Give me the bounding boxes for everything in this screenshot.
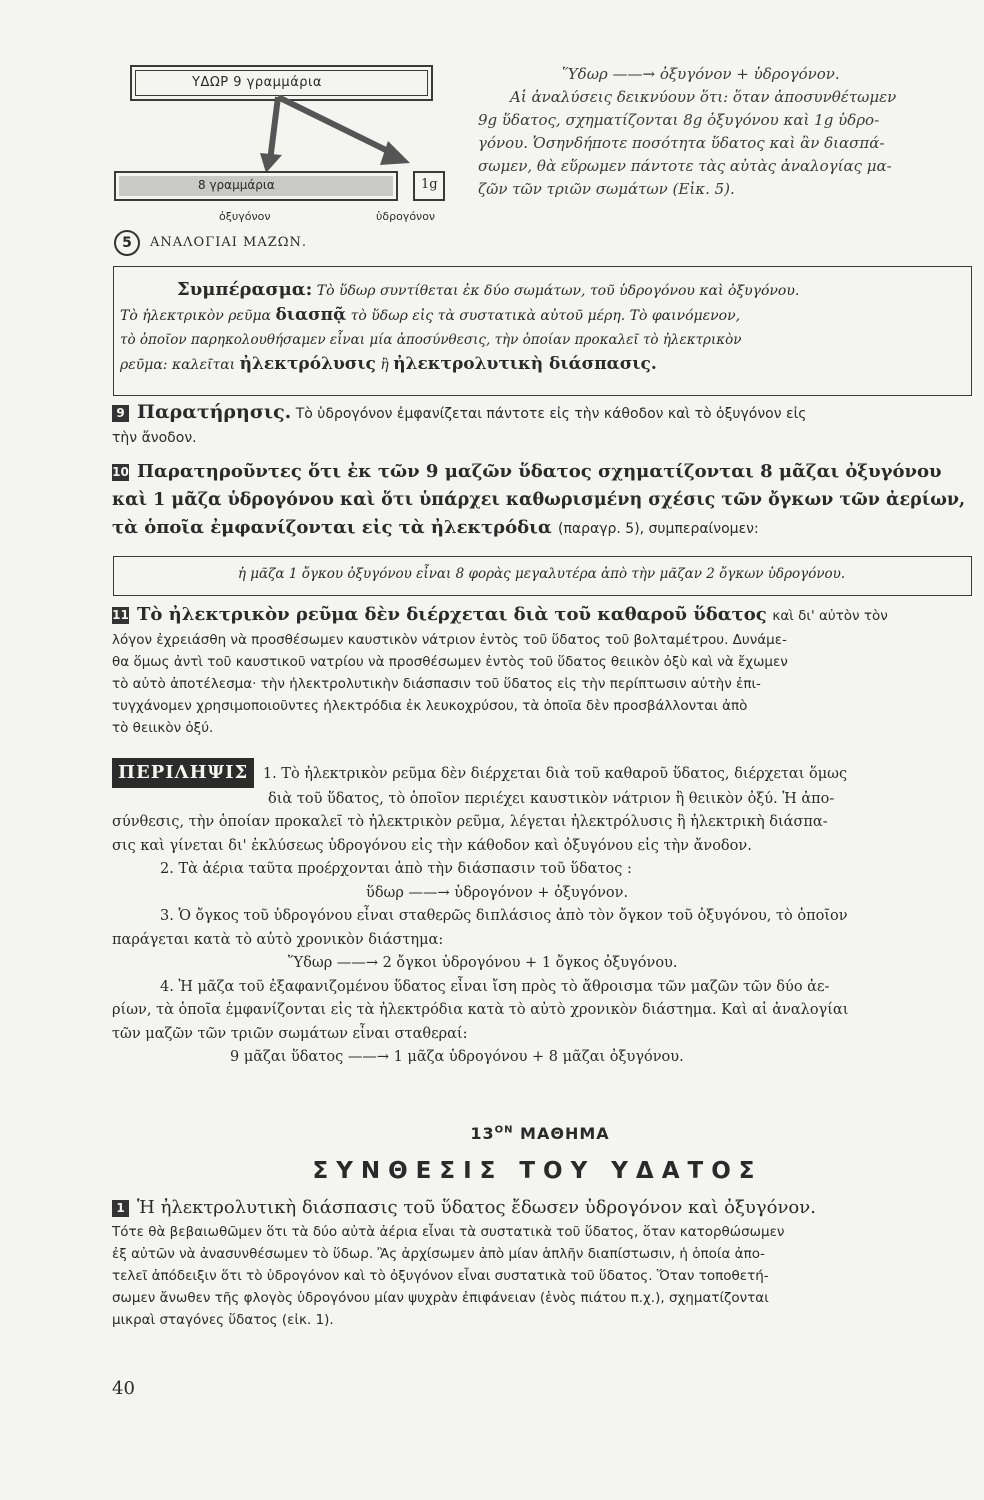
section-line: τελεῖ ἀπόδειξιν ὅτι τὸ ὑδρογόνον καὶ τὸ ὀξυγόνον εἶναι συστατικὰ τοῦ ὕδατος. Ὅταν τοποθετή-	[112, 1268, 769, 1284]
section-line: τυγχάνομεν χρησιμοποιοῦντες ἠλεκτρόδια ἐκ λευκοχρύσου, τὰ ὁποῖα δὲν προσβάλλονται ἀπὸ	[112, 698, 748, 714]
page-number: 40	[112, 1378, 135, 1399]
conclusion-emph: ἠλεκτρολυτικὴ διάσπασις.	[393, 354, 657, 374]
conclusion-line: Τὸ ὕδωρ συντίθεται ἐκ δύο σωμάτων, τοῦ ὑδρογόνου καὶ ὀξυγόνου.	[316, 283, 800, 299]
summary-line: 2. Τὰ ἀέρια ταῦτα προέρχονται ἀπὸ τὴν διάσπασιν τοῦ ὕδατος :	[160, 861, 632, 877]
section-text: καὶ δι' αὐτὸν τὸν	[772, 608, 888, 624]
conclusion-emph: διασπᾷ	[275, 305, 347, 325]
summary	[112, 758, 972, 1070]
text-line: γόνου. Ὁσηνδήποτε ποσότητα ὕδατος καὶ ἂν διασπά-	[478, 134, 885, 152]
section-number: 11	[112, 608, 129, 622]
summary-line: ρίων, τὰ ὁποῖα ἐμφανίζονται εἰς τὰ ἠλεκτρόδια κατὰ τὸ αὐτὸ χρονικὸν διάστημα. Καὶ αἱ ἀναλογίαι	[112, 1002, 849, 1018]
section-number: 10	[112, 465, 129, 479]
summary-line: 1. Τὸ ἠλεκτρικὸν ρεῦμα δὲν διέρχεται διὰ τοῦ καθαροῦ ὕδατος, διέρχεται ὅμως	[262, 766, 848, 782]
section-1	[112, 1195, 972, 1331]
section-heading: Ἡ ἠλεκτρολυτικὴ διάσπασις τοῦ ὕδατος ἔδωσεν ὑδρογόνον καὶ ὀξυγόνον.	[137, 1197, 816, 1218]
text-line: ζῶν τῶν τριῶν σωμάτων (Εἰκ. 5).	[478, 180, 735, 198]
lesson-number-sup: ΟΝ	[494, 1124, 514, 1136]
summary-equation: Ὕδωρ ——→ 2 ὄγκοι ὑδρογόνου + 1 ὄγκος ὀξυγόνου.	[288, 955, 678, 971]
conclusion-text	[120, 278, 966, 377]
figure-caption: ΑΝΑΛΟΓΙΑΙ ΜΑΖΩΝ.	[150, 235, 308, 250]
lesson-title: ΣΥΝΘΕΣΙΣ ΤΟΥ ΥΔΑΤΟΣ	[312, 1158, 763, 1184]
hydrogen-box	[413, 171, 445, 201]
section-11	[112, 602, 972, 739]
section-text: τὴν ἄνοδον.	[112, 430, 197, 446]
conclusion-line: τὸ ὁποῖον παρηκολουθήσαμεν εἶναι μία ἀποσύνθεσις, τὴν ὁποίαν προκαλεῖ τὸ ἠλεκτρικὸν	[120, 332, 742, 348]
reaction-line: Ὕδωρ ——→ ὀξυγόνον + ὑδρογόνον.	[562, 65, 840, 83]
lesson-word: ΜΑΘΗΜΑ	[520, 1124, 610, 1143]
split-arrows	[220, 95, 420, 175]
section-line: τὰ ὁποῖα ἐμφανίζονται εἰς τὰ ἠλεκτρόδια	[112, 517, 552, 538]
conclusion-line: Τὸ ἠλεκτρικὸν ρεῦμα	[120, 308, 272, 324]
figure-number: 5	[114, 230, 140, 256]
section-line: (παραγρ. 5), συμπεραίνομεν:	[557, 521, 759, 537]
conclusion-title: Συμπέρασμα:	[177, 279, 313, 300]
boxed-conclusion-text: ἡ μᾶζα 1 ὄγκου ὀξυγόνου εἶναι 8 φορὰς μεγαλυτέρα ἀπὸ τὴν μᾶζαν 2 ὄγκων ὑδρογόνου.	[237, 566, 846, 582]
section-line: μικραὶ σταγόνες ὕδατος (εἰκ. 1).	[112, 1312, 334, 1328]
conclusion-line: ρεῦμα: καλεῖται	[120, 357, 236, 373]
section-line: σωμεν ἄνωθεν τῆς φλογὸς ὑδρογόνου μίαν ψυχρὰν ἐπιφάνειαν (ἑνὸς πιάτου π.χ.), σχηματίζονται	[112, 1290, 769, 1306]
conclusion-line: ἢ	[380, 357, 389, 373]
lesson-number	[0, 1124, 984, 1143]
section-text: Τὸ ὑδρογόνον ἐμφανίζεται πάντοτε εἰς τὴν κάθοδον καὶ τὸ ὀξυγόνον εἰς	[295, 406, 807, 422]
summary-line: σύνθεσις, τὴν ὁποίαν προκαλεῖ τὸ ἠλεκτρικὸν ρεῦμα, λέγεται ἠλεκτρόλυσις ἢ ἠλεκτρικὴ διάσπα-	[112, 814, 828, 830]
summary-line: διὰ τοῦ ὕδατος, τὸ ὁποῖον περιέχει καυστικὸν νάτριον ἢ θειικὸν ὀξύ. Ἡ ἀπο-	[268, 790, 835, 807]
water-bar-label: ΥΔΩΡ 9 γραμμάρια	[192, 75, 322, 90]
summary-line: 4. Ἡ μᾶζα τοῦ ἐξαφανιζομένου ὕδατος εἶναι ἴση πρὸς τὸ ἄθροισμα τῶν μαζῶν τῶν δύο ἀε-	[160, 978, 830, 995]
oxygen-bar	[114, 171, 398, 201]
summary-equation: ὕδωρ ——→ ὑδρογόνον + ὀξυγόνον.	[366, 884, 629, 901]
text-line: Αἱ ἀναλύσεις δεικνύουν ὅτι: ὅταν ἀποσυνθέτωμεν	[510, 88, 897, 106]
section-heading: Παρατήρησις.	[137, 401, 292, 423]
summary-line: σις καὶ γίνεται δι' ἐκλύσεως ὑδρογόνου εἰς τὴν κάθοδον καὶ ὀξυγόνου εἰς τὴν ἄνοδον.	[112, 837, 752, 854]
conclusion-line: τὸ ὕδωρ εἰς τὰ συστατικὰ αὐτοῦ μέρη. Τὸ φαινόμενον,	[350, 308, 741, 324]
oxygen-bar-label: 8 γραμμάρια	[198, 178, 275, 192]
section-10	[112, 458, 974, 543]
section-line: τὸ αὐτὸ ἀποτέλεσμα· τὴν ἠλεκτρολυτικὴν διάσπασιν τοῦ ὕδατος εἰς τὴν περίπτωσιν αὐτὴν ἐπι-	[112, 676, 761, 692]
summary-equation: 9 μᾶζαι ὕδατος ——→ 1 μᾶζα ὑδρογόνου + 8 μᾶζαι ὀξυγόνου.	[230, 1049, 684, 1065]
text-line: 9g ὕδατος, σχηματίζονται 8g ὀξυγόνου καὶ 1g ὑδρο-	[478, 111, 880, 129]
summary-line: 3. Ὁ ὄγκος τοῦ ὑδρογόνου εἶναι σταθερῶς διπλάσιος ἀπὸ τὸν ὄγκον τοῦ ὀξυγόνου, τὸ ὁποῖον	[160, 908, 848, 924]
conclusion-emph: ἠλεκτρόλυσις	[239, 354, 376, 374]
summary-line: παράγεται κατὰ τὸ αὐτὸ χρονικὸν διάστημα:	[112, 931, 444, 948]
lesson-number-value: 13	[470, 1124, 495, 1143]
summary-line: τῶν μαζῶν τῶν τριῶν σωμάτων εἶναι σταθεραί:	[112, 1025, 468, 1042]
section-number: 1	[112, 1200, 129, 1217]
hydrogen-box-label: 1g	[421, 177, 438, 192]
section-line: θα ὅμως ἀντὶ τοῦ καυστικοῦ νατρίου νὰ προσθέσωμεν ἐντὸς τοῦ ὕδατος θειικὸν ὀξὺ καὶ νὰ ἔχωμεν	[112, 654, 788, 670]
section-line: καὶ 1 μᾶζα ὑδρογόνου καὶ ὅτι ὑπάρχει καθωρισμένη σχέσις τῶν ὄγκων τῶν ἀερίων,	[112, 490, 966, 510]
summary-label: ΠΕΡΙΛΗΨΙΣ	[112, 758, 254, 788]
section-heading: Τὸ ἠλεκτρικὸν ρεῦμα δὲν διέρχεται διὰ τοῦ καθαροῦ ὕδατος	[137, 604, 767, 625]
section-line: Παρατηροῦντες ὅτι ἐκ τῶν 9 μαζῶν ὕδατος σχηματίζονται 8 μᾶζαι ὀξυγόνου	[137, 461, 942, 482]
section-line: Τότε θὰ βεβαιωθῶμεν ὅτι τὰ δύο αὐτὰ ἀέρια εἶναι τὰ συστατικὰ τοῦ ὕδατος, ὅταν κατορθώσωμεν	[112, 1224, 785, 1240]
figure-side-text	[478, 63, 966, 201]
section-line: τὸ θειικὸν ὀξύ.	[112, 720, 214, 736]
text-line: σωμεν, θὰ εὕρωμεν πάντοτε τὰς αὐτὰς ἀναλογίας μα-	[478, 157, 892, 175]
section-number: 9	[112, 405, 129, 422]
section-9	[112, 400, 970, 450]
hydrogen-label: ὑδρογόνον	[376, 210, 436, 223]
oxygen-label: ὀξυγόνον	[219, 210, 271, 223]
section-line: ἐξ αὐτῶν νὰ ἀνασυνθέσωμεν τὸ ὕδωρ. Ἂς ἀρχίσωμεν ἀπὸ μίαν ἁπλῆν διαπίστωσιν, ἡ ὁποία ἀπο-	[112, 1246, 765, 1262]
section-line: λόγον ἐχρειάσθη νὰ προσθέσωμεν καυστικὸν νάτριον ἐντὸς τοῦ ὕδατος τοῦ βολταμέτρου. Δυνάμε-	[112, 632, 787, 648]
